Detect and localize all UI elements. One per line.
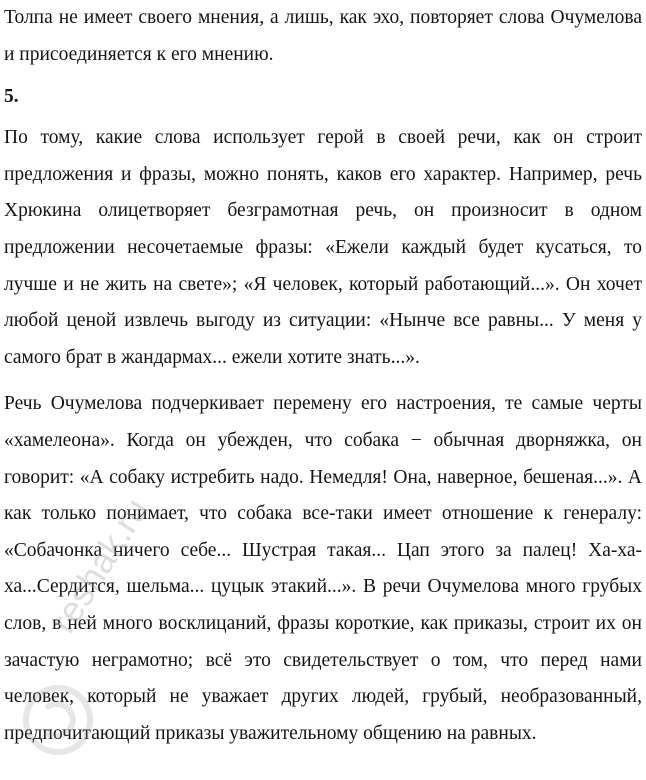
section-heading: 5. bbox=[4, 86, 19, 108]
paragraph-gap bbox=[4, 376, 642, 386]
paragraph-crowd: Толпа не имеет своего мнения, а лишь, как эхо, повторяет слова Очумелова и присоединяется к его мнению. bbox=[4, 7, 642, 65]
document-page bbox=[4, 0, 642, 752]
paragraph-khryukin-speech: По тому, какие слова использует герой в своей речи, как он строит предложения и фразы, можно понять, каков его характер. Например, речь Хрюкина олицетворяет безграмотная речь, он произносит в одном предложении несочетаемые фразы: «Ежели каждый будет кусаться, то лучше и не жить на свете»; «Я человек, который работающий...». Он хочет любой ценой извлечь выгоду из ситуации: «Нынче все равны... У меня у самого брат в жандармах... ежели хотите знать...». bbox=[4, 127, 642, 368]
watermark-text: reshak.ru bbox=[42, 490, 157, 640]
paragraph-ochumelov-speech: Речь Очумелова подчеркивает перемену его настроения, те самые черты «хамелеона». Когда он убежден, что собака − обычная дворняжка, он говорит: «А собаку истребить надо. Немедля! Она, наверное, бешеная...». А как только понимает, что собака все-таки имеет отношение к генералу: «Собачонка ничего себе... Шустрая такая... Цап этого за палец! Ха-ха-ха...Сердится, шельма... цуцык этакий...». В речи Очумелова много грубых слов, в ней много восклицаний, фразы короткие, как приказы, строит их он зачастую неграмотно; всё это свидетельствует о том, что перед нами человек, который не уважает других людей, грубый, необразованный, предпочитающий приказы уважительному общению на равных. bbox=[4, 393, 642, 744]
